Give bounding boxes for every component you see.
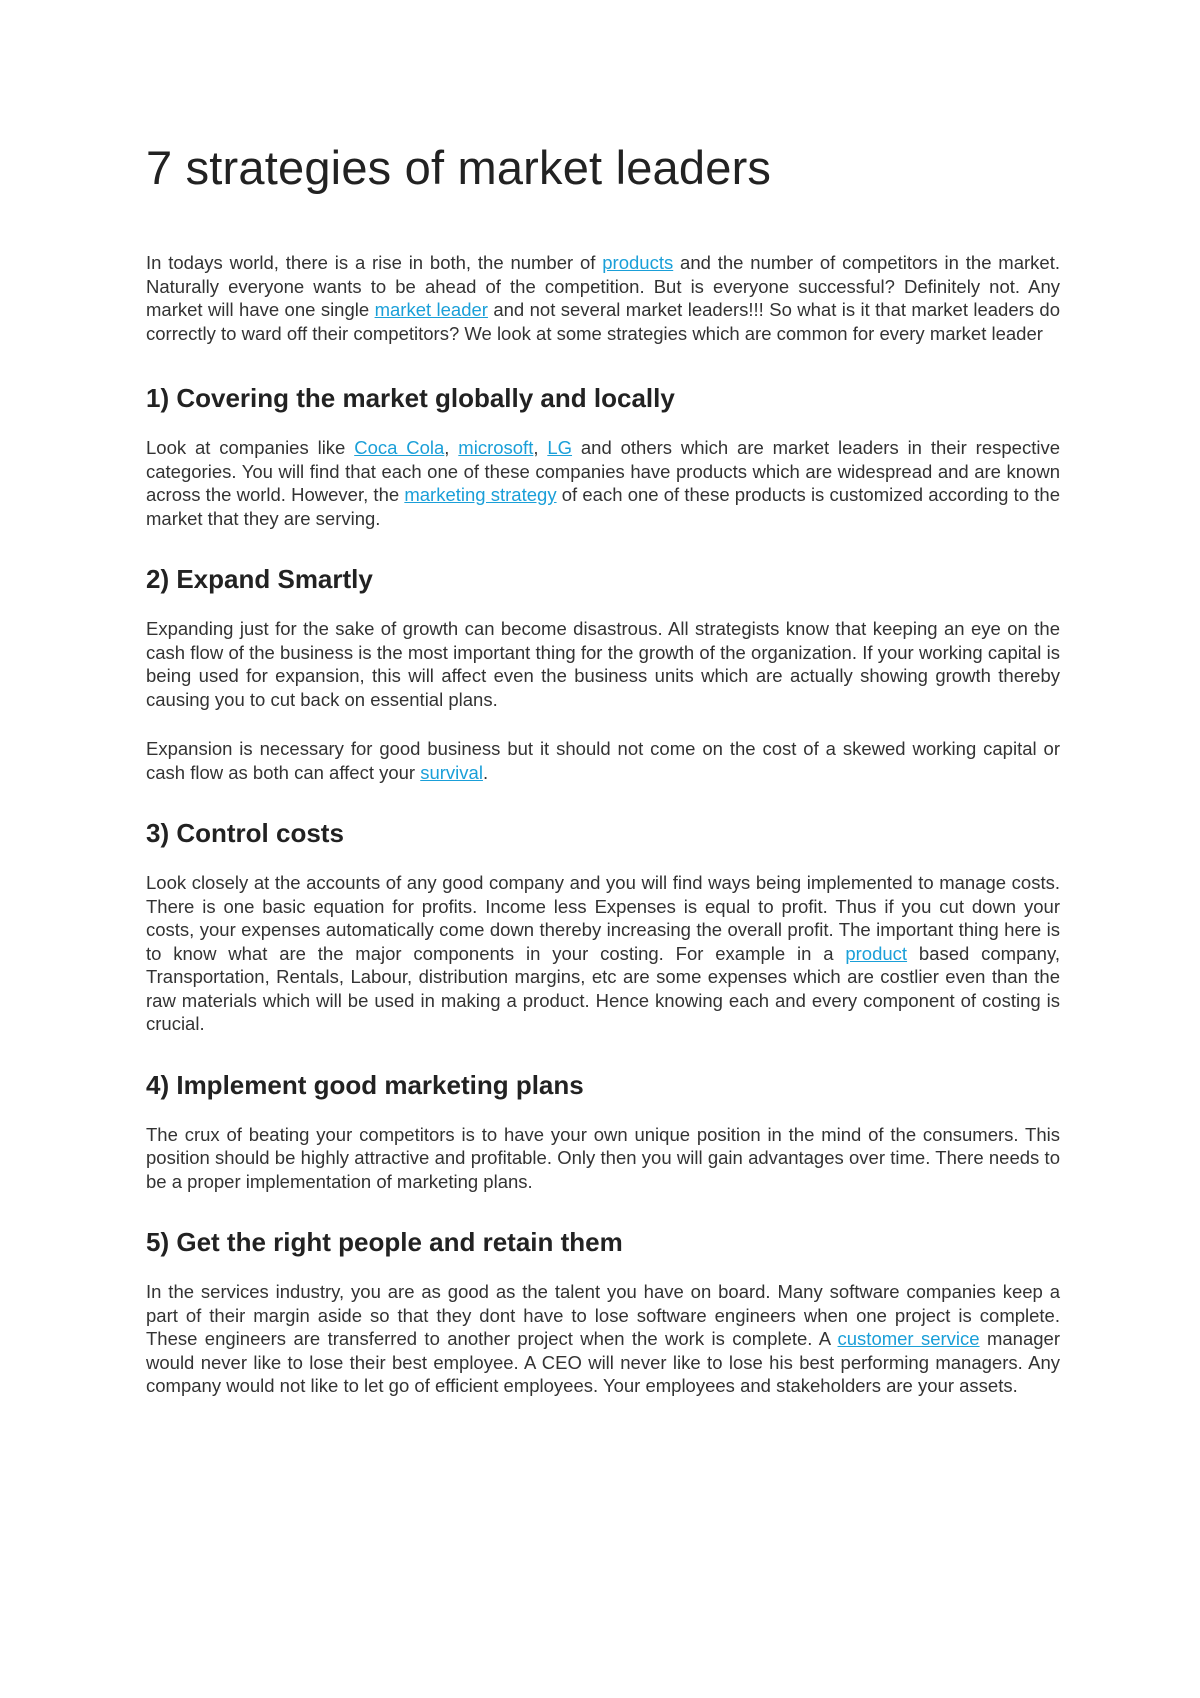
section-4-paragraph: The crux of beating your competitors is to have your own unique position in the mind of the consumers. This position should be highly attractive and profitable. Only then you will gain advantages over time. There needs to be a proper implementation of marketing plans. bbox=[146, 1123, 1060, 1192]
section-heading-4: 4) Implement good marketing plans bbox=[146, 1069, 584, 1100]
section-1-paragraph bbox=[146, 436, 1060, 530]
link-products[interactable]: products bbox=[602, 252, 674, 273]
link-marketing-strategy[interactable]: marketing strategy bbox=[404, 484, 557, 505]
section-heading-1: 1) Covering the market globally and locally bbox=[146, 383, 675, 413]
text-span: and not several market leaders!!! So what is it that market leaders do correctly to ward off their competitors? We look at some strategies which are common for every market leader bbox=[146, 299, 1061, 344]
section-heading-2: 2) Expand Smartly bbox=[146, 564, 373, 594]
link-market-leader[interactable]: market leader bbox=[374, 299, 488, 320]
text-span: Look closely at the accounts of any good company and you will find ways being implemented to manage costs. There is one basic equation for profits. Income less Expenses is equal to profit. Thus if you cut down your costs, your expenses automatically come down thereby increasing the overall profit. The important thing here is to know what are the major components in your costing. For example in a bbox=[146, 872, 1060, 964]
link-microsoft[interactable]: microsoft bbox=[458, 437, 534, 458]
text-span: Look at companies like bbox=[146, 437, 355, 458]
text-span: manager would never like to lose their best employee. A CEO will never like to lose his best performing managers. Any company would not like to let go of efficient employees. Your employees and stakeholders are your assets. bbox=[146, 1328, 1060, 1396]
text-span: In todays world, there is a rise in both, the number of bbox=[146, 252, 603, 273]
article bbox=[146, 140, 1060, 1424]
link-product[interactable]: product bbox=[845, 942, 908, 964]
text-span: and the number of competitors in the market. Naturally everyone wants to be ahead of the competition. But is everyone successful? Definitely not. Any market will have one single bbox=[146, 252, 1060, 320]
link-customer-service[interactable]: customer service bbox=[837, 1328, 980, 1349]
section-5-paragraph bbox=[146, 1280, 1060, 1398]
text-span: of each one of these products is customized according to the market that they are serving. bbox=[146, 484, 1060, 529]
text-span: , bbox=[444, 437, 459, 458]
text-span: , bbox=[533, 437, 548, 458]
text-span: Expansion is necessary for good business but it should not come on the cost of a skewed working capital or cash flow as both can affect your bbox=[146, 738, 1060, 783]
section-heading-3: 3) Control costs bbox=[146, 818, 344, 848]
section-3-paragraph bbox=[146, 871, 1060, 1036]
page-title: 7 strategies of market leaders bbox=[146, 141, 772, 194]
text-span: and others which are market leaders in their respective categories. You will find that each one of these companies have products which are widespread and are known across the world. However, the bbox=[146, 437, 1060, 505]
link-lg[interactable]: LG bbox=[547, 437, 573, 458]
section-2-paragraph-2 bbox=[146, 737, 1060, 784]
link-coca-cola[interactable]: Coca Cola bbox=[354, 437, 445, 458]
link-survival[interactable]: survival bbox=[420, 761, 483, 783]
section-2-paragraph-1: Expanding just for the sake of growth can become disastrous. All strategists know that keeping an eye on the cash flow of the business is the most important thing for the growth of the organization. If your working capital is being used for expansion, this will affect even the business units which are actually showing growth thereby causing you to cut back on essential plans. bbox=[146, 618, 1060, 710]
text-span: based company, Transportation, Rentals, Labour, distribution margins, etc are some expenses which are costlier even than the raw materials which will be used in making a product. Hence knowing each and every component of costing is crucial. bbox=[146, 942, 1060, 1034]
text-span: . bbox=[482, 761, 489, 783]
section-heading-5: 5) Get the right people and retain them bbox=[146, 1227, 623, 1257]
text-span: In the services industry, you are as good as the talent you have on board. Many software companies keep a part of their margin aside so that they dont have to lose software engineers when one project is complete. These engineers are transferred to another project when the work is complete. A bbox=[146, 1281, 1060, 1349]
intro-paragraph bbox=[146, 251, 1060, 345]
